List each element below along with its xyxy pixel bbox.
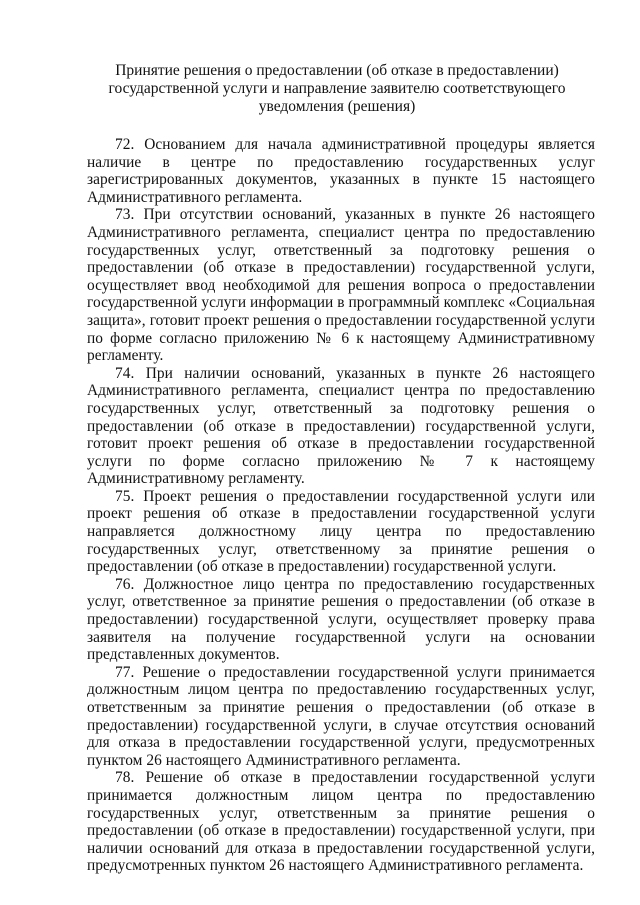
paragraph-73: 73. При отсутствии оснований, указанных в пункте 26 настоящего Административного регламента, специалист центра по предоставлению государственных услуг, ответственный за подготовку решения о предоставлении (об отказе в предоставлении) государственной услуги, осуществляет ввод необходимой для решения вопроса о предоставлении государственной услуги информации в программный комплекс «Социальная защита», готовит проект решения о предоставлении государственной услуги по форме согласно приложению № 6 к настоящему Административному регламенту. [87, 206, 595, 365]
document-body [87, 136, 595, 875]
section-title [79, 62, 595, 116]
paragraph-76: 76. Должностное лицо центра по предоставлению государственных услуг, ответственное за принятие решения о предоставлении (об отказе в предоставлении) государственной услуги, осуществляет проверку права заявителя на получение государственной услуги на основании представленных документов. [87, 575, 595, 664]
paragraph-77: 77. Решение о предоставлении государственной услуги принимается должностным лицом центра по предоставлению государственных услуг, ответственным за принятие решения о предоставлении (об отказе в предоставлении) государственной услуги, в случае отсутствия оснований для отказа в предоставлении государственной услуги, предусмотренных пунктом 26 настоящего Административного регламента. [87, 663, 595, 769]
paragraph-75: 75. Проект решения о предоставлении государственной услуги или проект решения об отказе в предоставлении государственной услуги направляется должностному лицу центра по предоставлению государственных услуг, ответственному за принятие решения о предоставлении (об отказе в предоставлении) государственной услуги. [87, 487, 595, 576]
paragraph-78: 78. Решение об отказе в предоставлении государственной услуги принимается должностным лицом центра по предоставлению государственных услуг, ответственным за принятие решения о предоставлении (об отказе в предоставлении) государственной услуги, при наличии оснований для отказа в предоставлении государственной услуги, предусмотренных пунктом 26 настоящего Административного регламента. [87, 769, 595, 875]
title-line: уведомления (решения) [258, 98, 416, 115]
paragraph-74: 74. При наличии оснований, указанных в пункте 26 настоящего Административного регламента, специалист центра по предоставлению государственных услуг, ответственный за подготовку решения о предоставлении (об отказе в предоставлении) государственной услуги, готовит проект решения об отказе в предоставлении государственной услуги по форме согласно приложению № 7 к настоящему Административному регламенту. [87, 364, 595, 488]
title-line: Принятие решения о предоставлении (об отказе в предоставлении) [115, 62, 559, 79]
title-line: государственной услуги и направление заявителю соответствующего [108, 80, 566, 97]
paragraph-72: 72. Основанием для начала административной процедуры является наличие в центре по предоставлению государственных услуг зарегистрированных документов, указанных в пункте 15 настоящего Административного регламента. [87, 136, 595, 206]
